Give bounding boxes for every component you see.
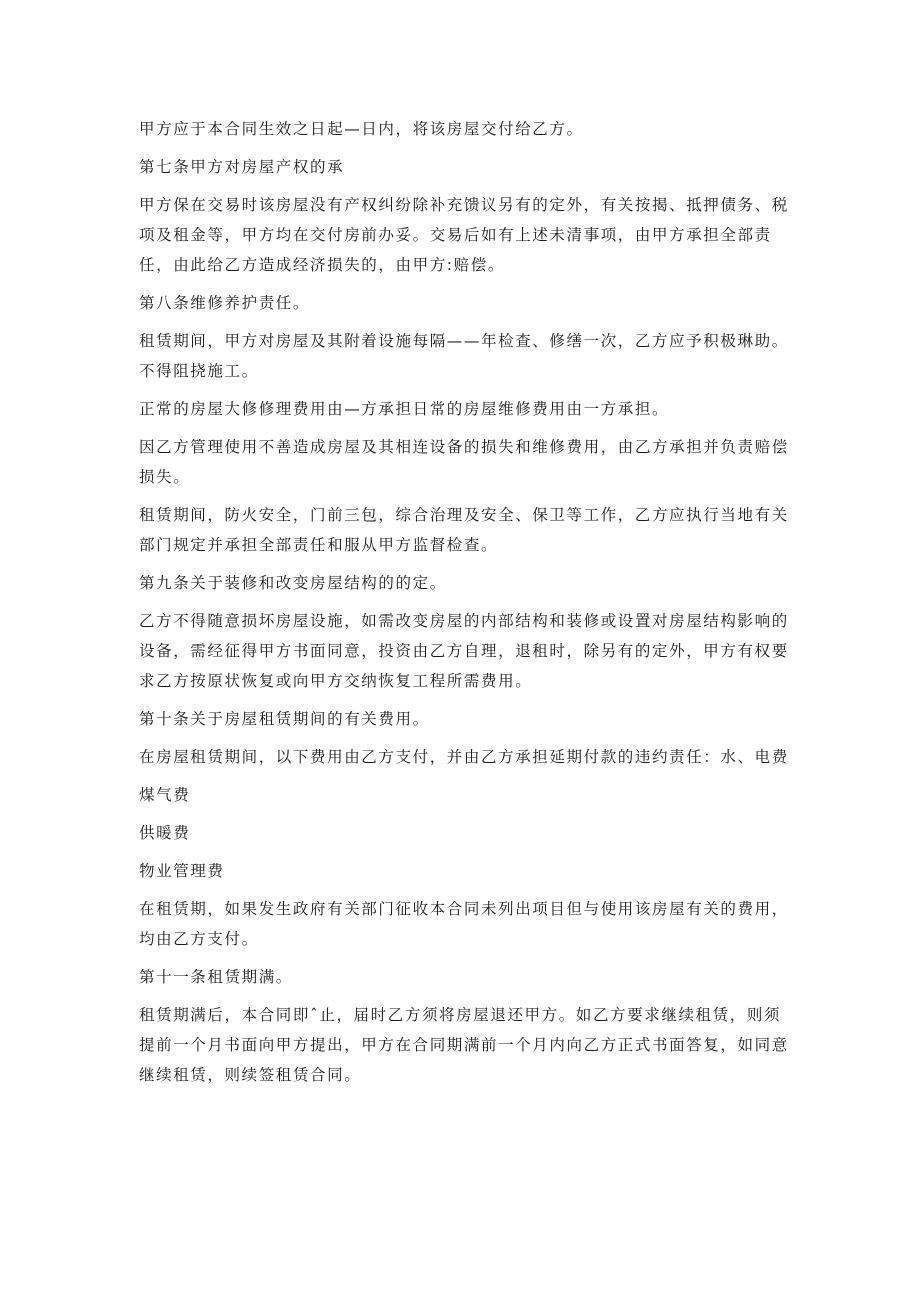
heading-article-8: 第八条维修养护责任。 [139,294,311,312]
paragraph-government-fees: 在租赁期，如果发生政府有关部门征收本合同未列出项目但与使用该房屋有关的费用，均由乙方支付。 [139,900,789,948]
paragraph-renovation: 乙方不得随意损坏房屋设施，如需改变房屋的内部结构和装修或设置对房屋结构影响的设备，需经征得甲方书面同意，投资由乙方自理，退租时，除另有的定外，甲方有权要求乙方按原状恢复或向甲方交纳恢复工程所需费用。 [139,612,789,690]
paragraph-delivery: 甲方应于本合同生效之日起—日内，将该房屋交付给乙方。 [139,120,584,138]
heading-article-7: 第七条甲方对房屋产权的承 [139,158,345,176]
heading-article-11: 第十一条租赁期满。 [139,968,293,986]
paragraph-title-warranty: 甲方保在交易时该房屋没有产权纠纷除补充馈议另有的定外，有关按揭、抵押债务、税项及租金等，甲方均在交付房前办妥。交易后如有上述未清事项，由甲方承担全部责任，由此给乙方造成经济损失的，由甲方:赔偿。 [139,196,789,274]
list-item-property-fee: 物业管理费 [139,862,225,880]
document-body [139,114,789,1098]
list-item-heating-fee: 供暖费 [139,824,191,842]
paragraph-damage-liability: 因乙方管理使用不善造成房屋及其相连设备的损失和维修费用，由乙方承担并负责赔偿损失。 [139,438,789,486]
list-item-gas-fee: 煤气费 [139,786,191,804]
paragraph-inspection: 租赁期间，甲方对房屋及其附着设施每隔——年检查、修缮一次，乙方应予积极琳助。不得阻挠施工。 [139,332,789,380]
paragraph-safety: 租赁期间，防火安全，门前三包，综合治理及安全、保卫等工作，乙方应执行当地有关部门规定并承担全部责任和服从甲方监督检查。 [139,506,789,554]
paragraph-lease-expiry: 租赁期满后，本合同即ˆ止，届时乙方须将房屋退还甲方。如乙方要求继续租赁，则须提前一个月书面向甲方提出，甲方在合同期满前一个月内向乙方正式书面答复，如同意继续租赁，则续签租赁合同。 [139,1006,789,1084]
heading-article-10: 第十条关于房屋租赁期间的有关费用。 [139,710,430,728]
paragraph-repair-costs: 正常的房屋大修修理费用由—方承担日常的房屋维修费用由一方承担。 [139,400,670,418]
heading-article-9: 第九条关于装修和改变房屋结构的的定。 [139,574,447,592]
paragraph-fees-intro: 在房屋租赁期间，以下费用由乙方支付，并由乙方承担延期付款的违约责任：水、电费 [139,748,789,766]
